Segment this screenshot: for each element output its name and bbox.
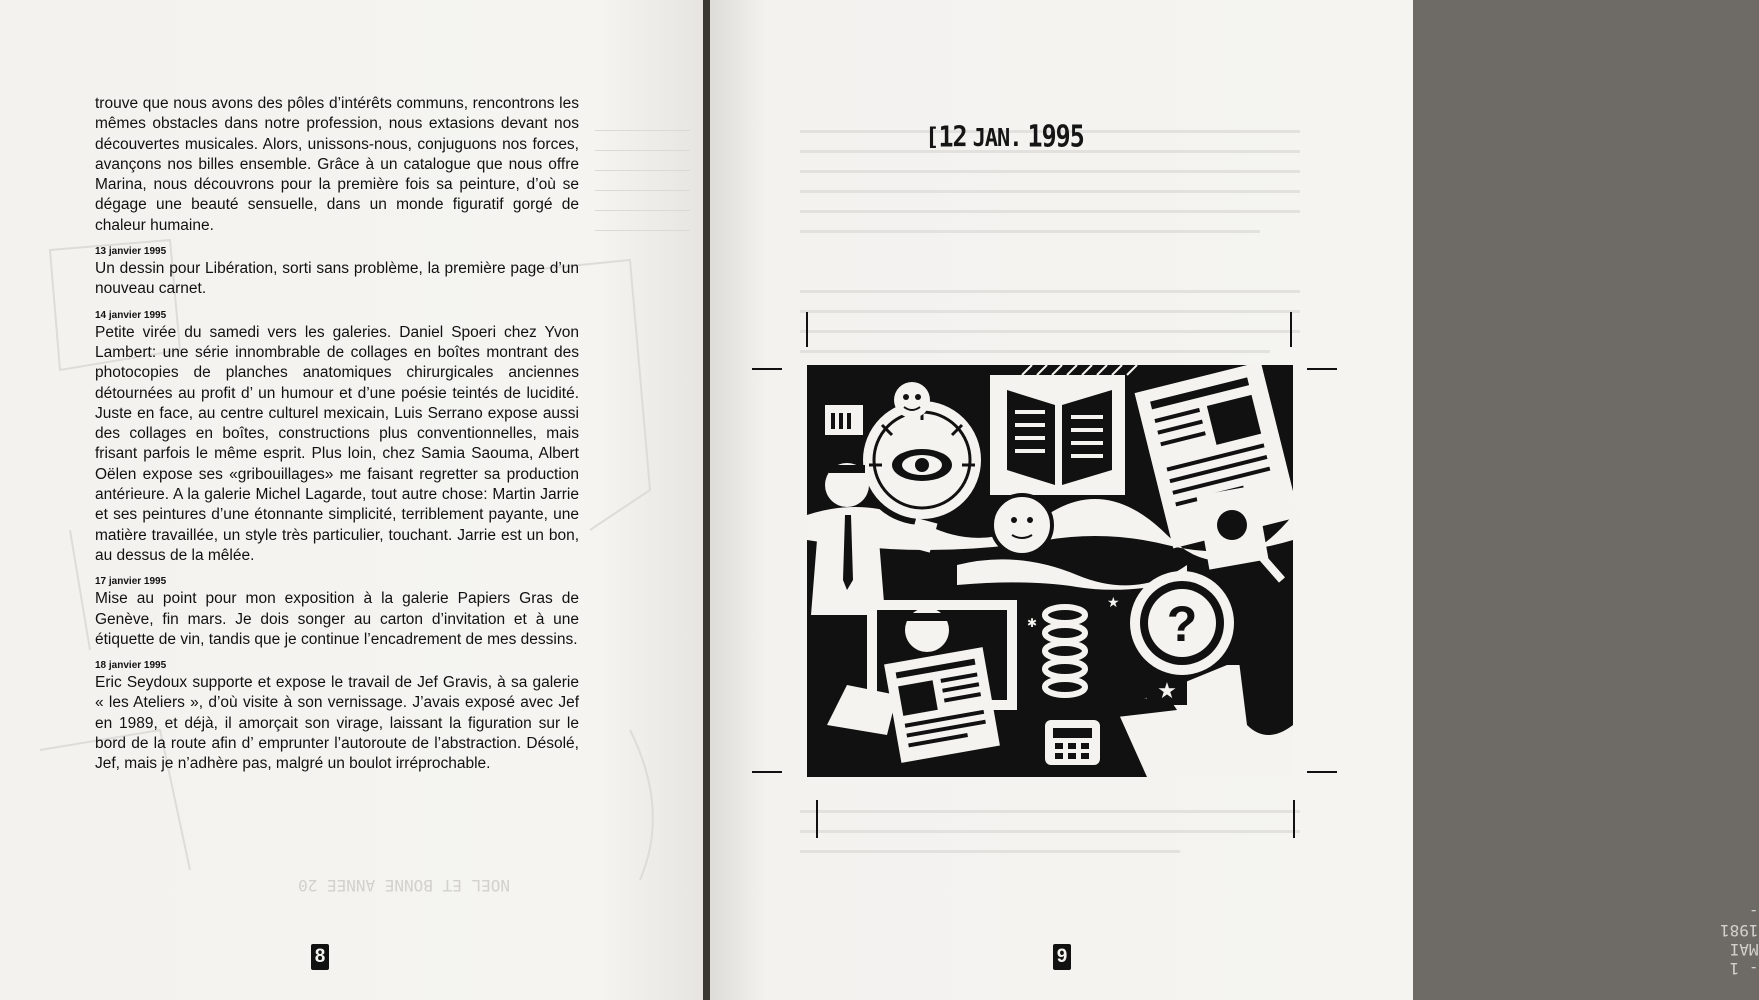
entry-text: Eric Seydoux supporte et expose le travail de Jef Gravis, à sa galerie « les Ateliers », d’où visite à son vernissage. J’avais exposé avec Jef en 1989, et déjà, il amorçait son virage, laissant la figuration sur le bord de la route afin d’ emprunter l’autoroute de l’abstraction. Désolé, Jef, mais je n’adhère pas, malgré un boulot irréprochable. (95, 674, 579, 773)
journal-entry (95, 660, 579, 774)
bleed-through-caption: - 1 MAI 1981 - (1720, 902, 1759, 978)
svg-text:✱: ✱ (1027, 616, 1038, 630)
entry-date: 17 janvier 1995 (95, 576, 167, 588)
stamp-day: 12 (938, 119, 967, 154)
crop-mark (806, 312, 808, 347)
page-number-right: 9 (1053, 944, 1071, 970)
entry-date: 18 janvier 1995 (95, 660, 167, 672)
svg-text:?: ? (1166, 596, 1198, 652)
linocut-illustration (807, 365, 1293, 777)
question-mark-icon (1130, 571, 1234, 675)
intro-paragraph: trouve que nous avons des pôles d’intérêts communs, rencontrons les mêmes obstacles dans notre profession, nous extasions devant nos découvertes musicales. Alors, unissons-nous, conjuguons nos forces, avançons nos billes ensemble. Grâce à un catalogue que nous offre Marina, nous découvrons pour la première fois sa peinture, d’où se dégage une beauté sensuelle, dans un monde figuratif gorgé de chaleur humaine. (95, 95, 579, 234)
entry-text: Un dessin pour Libération, sorti sans problème, la première page d’un nouveau carnet. (95, 260, 579, 298)
crop-mark (752, 368, 782, 370)
stamp-year: 1995 (1027, 119, 1084, 154)
entry-date: 13 janvier 1995 (95, 246, 167, 258)
svg-text:NOEL ET BONNE ANNEE 20: NOEL ET BONNE ANNEE 20 (298, 876, 510, 895)
svg-text:★: ★ (1107, 595, 1120, 611)
entry-text: Mise au point pour mon exposition à la galerie Papiers Gras de Genève, fin mars. Je dois songer au carton d’invitation et à une étiquette de vin, tandis que je continue l’encadrement de mes dessins. (95, 590, 579, 648)
telephone-icon (1045, 720, 1100, 765)
crop-mark (1307, 368, 1337, 370)
journal-text (95, 94, 579, 775)
crop-mark (1307, 771, 1337, 773)
stamp-month: JAN. (972, 124, 1022, 153)
crop-mark (752, 771, 782, 773)
page-number-left: 8 (311, 944, 329, 970)
entry-text: Petite virée du samedi vers les galeries. Daniel Spoeri chez Yvon Lambert: une série innombrable de collages en boîtes montrant des photocopies de planches anatomiques chirurgicales anciennes détournées au profit d’ un humour et d’une poésie teintés de lucidité. Juste en face, au centre culturel mexicain, Luis Serrano expose aussi des collages en boîtes, constructions plus conventionnelles, mais frisant parfois le même esprit. Plus loin, chez Samia Saouma, Albert Oëlen expose ses «gribouillages» me faisant regretter sa production antérieure. A la galerie Michel Lagarde, tout autre chose: Martin Jarrie et ses peintures d’une étonnante simplicité, terriblement payante, une matière travaillée, un style très particulier, touchant. Jarrie est un bon, au dessus de la mêlée. (95, 323, 579, 564)
journal-entry (95, 246, 579, 300)
crop-mark (1290, 312, 1292, 347)
journal-entry (95, 310, 579, 567)
date-stamp (925, 119, 1084, 154)
open-book-icon (990, 375, 1125, 495)
book-binding (703, 0, 710, 1000)
left-page (0, 0, 703, 1000)
svg-text:★: ★ (1157, 679, 1177, 704)
crop-mark (1293, 800, 1295, 838)
journal-entry (95, 576, 579, 650)
entry-date: 14 janvier 1995 (95, 309, 167, 321)
crop-mark (816, 800, 818, 838)
stamp-bracket-icon: [ (925, 123, 939, 151)
